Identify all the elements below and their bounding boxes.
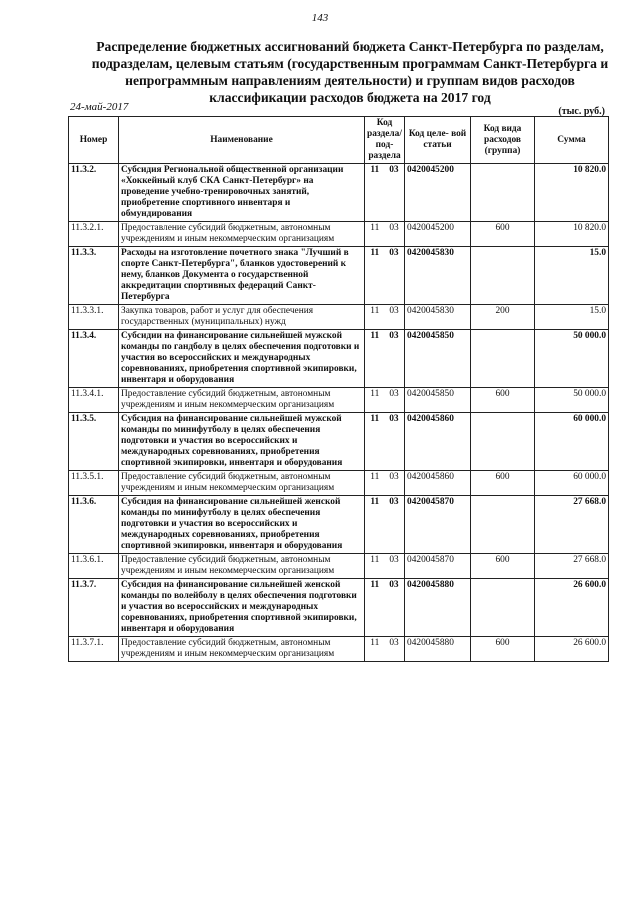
row-razdel: 11	[370, 472, 380, 482]
row-razdel: 11	[370, 306, 380, 316]
row-name: Субсидии на финансирование сильнейшей мужской команды по гандболу в целях обеспечения подготовки и участия во всероссийских и международных соревнованиях, приобретения спортивной экипировки, инвентаря и оборудования	[119, 330, 365, 388]
header-sum: Сумма	[535, 117, 609, 164]
row-razdel: 11	[370, 580, 380, 590]
row-number: 11.3.3.1.	[69, 305, 119, 330]
row-section-code	[365, 496, 405, 554]
row-target-article-code: 0420045860	[405, 471, 471, 496]
row-expense-type-code: 600	[471, 222, 535, 247]
table-row	[69, 247, 609, 305]
row-sum: 26 600.0	[535, 579, 609, 637]
row-number: 11.3.7.	[69, 579, 119, 637]
row-podrazdel: 03	[389, 414, 399, 424]
row-name: Расходы на изготовление почетного знака "Лучший в спорте Санкт-Петербурга", бланков удостоверений к нему, бланков Документа о государственной аккредитации спортивных федераций Санкт-Петербурга	[119, 247, 365, 305]
row-name: Предоставление субсидий бюджетным, автономным учреждениям и иным некоммерческим организациям	[119, 388, 365, 413]
page-number: 143	[311, 12, 329, 24]
row-number: 11.3.2.1.	[69, 222, 119, 247]
row-number: 11.3.3.	[69, 247, 119, 305]
row-sum: 10 820.0	[535, 222, 609, 247]
row-section-code	[365, 247, 405, 305]
row-target-article-code: 0420045200	[405, 222, 471, 247]
row-podrazdel: 03	[389, 248, 399, 258]
row-sum: 27 668.0	[535, 496, 609, 554]
document-date: 24-май-2017	[70, 101, 129, 113]
table-row	[69, 554, 609, 579]
row-section-code	[365, 388, 405, 413]
row-name: Субсидия Региональной общественной организации «Хоккейный клуб СКА Санкт-Петербург» на проведение учебно-тренировочных занятий, приобретение спортивного инвентаря и обмундирования	[119, 164, 365, 222]
table-header-row	[69, 117, 609, 164]
row-podrazdel: 03	[389, 580, 399, 590]
table-row	[69, 222, 609, 247]
units-label: (тыс. руб.)	[558, 106, 605, 117]
header-name: Наименование	[119, 117, 365, 164]
row-podrazdel: 03	[389, 306, 399, 316]
header-expense-type-code: Код вида расходов (группа)	[471, 117, 535, 164]
row-razdel: 11	[370, 165, 380, 175]
header-number: Номер	[69, 117, 119, 164]
row-name: Предоставление субсидий бюджетным, автономным учреждениям и иным некоммерческим организациям	[119, 637, 365, 662]
table-row	[69, 637, 609, 662]
row-expense-type-code: 200	[471, 305, 535, 330]
row-name: Предоставление субсидий бюджетным, автономным учреждениям и иным некоммерческим организациям	[119, 554, 365, 579]
row-number: 11.3.4.	[69, 330, 119, 388]
row-section-code	[365, 164, 405, 222]
row-podrazdel: 03	[389, 638, 399, 648]
row-target-article-code: 0420045200	[405, 164, 471, 222]
row-podrazdel: 03	[389, 472, 399, 482]
row-sum: 10 820.0	[535, 164, 609, 222]
row-expense-type-code: 600	[471, 637, 535, 662]
row-target-article-code: 0420045870	[405, 496, 471, 554]
row-number: 11.3.5.	[69, 413, 119, 471]
row-number: 11.3.7.1.	[69, 637, 119, 662]
row-sum: 15.0	[535, 247, 609, 305]
row-expense-type-code	[471, 496, 535, 554]
row-sum: 60 000.0	[535, 413, 609, 471]
row-section-code	[365, 222, 405, 247]
row-section-code	[365, 554, 405, 579]
row-name: Предоставление субсидий бюджетным, автономным учреждениям и иным некоммерческим организациям	[119, 471, 365, 496]
row-name: Предоставление субсидий бюджетным, автономным учреждениям и иным некоммерческим организациям	[119, 222, 365, 247]
row-number: 11.3.5.1.	[69, 471, 119, 496]
row-podrazdel: 03	[389, 555, 399, 565]
row-expense-type-code: 600	[471, 388, 535, 413]
row-razdel: 11	[370, 389, 380, 399]
table-row	[69, 579, 609, 637]
document-title: Распределение бюджетных ассигнований бюджета Санкт-Петербурга по разделам, подразделам, целевым статьям (государственным программам Санкт-Петербурга и непрограммным направлениям деятельности) и группам видов расходов классификации расходов бюджета на 2017 год	[91, 39, 609, 105]
row-podrazdel: 03	[389, 497, 399, 507]
table-row	[69, 305, 609, 330]
row-section-code	[365, 579, 405, 637]
row-expense-type-code	[471, 330, 535, 388]
row-target-article-code: 0420045850	[405, 330, 471, 388]
table-body	[69, 164, 609, 662]
row-name: Субсидия на финансирование сильнейшей женской команды по волейболу в целях обеспечения подготовки и участия во всероссийских и международных соревнованиях, приобретения спортивной экипировки, инвентаря и оборудования	[119, 579, 365, 637]
row-razdel: 11	[370, 248, 380, 258]
row-expense-type-code	[471, 247, 535, 305]
row-podrazdel: 03	[389, 389, 399, 399]
table-row	[69, 388, 609, 413]
table-row	[69, 471, 609, 496]
row-sum: 15.0	[535, 305, 609, 330]
row-sum: 50 000.0	[535, 388, 609, 413]
row-razdel: 11	[370, 638, 380, 648]
header-target-article-code: Код целе- вой статьи	[405, 117, 471, 164]
row-expense-type-code	[471, 579, 535, 637]
row-razdel: 11	[370, 414, 380, 424]
row-podrazdel: 03	[389, 165, 399, 175]
row-razdel: 11	[370, 497, 380, 507]
row-razdel: 11	[370, 555, 380, 565]
header-section-code: Код раздела/ под- раздела	[365, 117, 405, 164]
row-target-article-code: 0420045870	[405, 554, 471, 579]
budget-table	[68, 116, 609, 662]
row-sum: 60 000.0	[535, 471, 609, 496]
row-target-article-code: 0420045830	[405, 305, 471, 330]
table-row	[69, 496, 609, 554]
row-section-code	[365, 637, 405, 662]
row-name: Субсидия на финансирование сильнейшей мужской команды по минифутболу в целях обеспечения подготовки и участия во всероссийских и международных соревнованиях, приобретения спортивной экипировки, инвентаря и оборудования	[119, 413, 365, 471]
row-section-code	[365, 471, 405, 496]
row-expense-type-code	[471, 413, 535, 471]
row-razdel: 11	[370, 223, 380, 233]
row-sum: 50 000.0	[535, 330, 609, 388]
row-number: 11.3.6.1.	[69, 554, 119, 579]
row-target-article-code: 0420045830	[405, 247, 471, 305]
row-razdel: 11	[370, 331, 380, 341]
row-expense-type-code: 600	[471, 554, 535, 579]
row-section-code	[365, 305, 405, 330]
row-number: 11.3.4.1.	[69, 388, 119, 413]
row-podrazdel: 03	[389, 223, 399, 233]
row-number: 11.3.6.	[69, 496, 119, 554]
row-name: Субсидия на финансирование сильнейшей женской команды по минифутболу в целях обеспечения подготовки и участия во всероссийских и международных соревнованиях, приобретения спортивной экипировки, инвентаря и оборудования	[119, 496, 365, 554]
row-name: Закупка товаров, работ и услуг для обеспечения государственных (муниципальных) нужд	[119, 305, 365, 330]
table-row	[69, 330, 609, 388]
row-target-article-code: 0420045860	[405, 413, 471, 471]
row-number: 11.3.2.	[69, 164, 119, 222]
row-expense-type-code	[471, 164, 535, 222]
row-target-article-code: 0420045880	[405, 579, 471, 637]
row-section-code	[365, 330, 405, 388]
row-target-article-code: 0420045880	[405, 637, 471, 662]
row-sum: 27 668.0	[535, 554, 609, 579]
row-sum: 26 600.0	[535, 637, 609, 662]
row-section-code	[365, 413, 405, 471]
table-row	[69, 413, 609, 471]
table-row	[69, 164, 609, 222]
row-podrazdel: 03	[389, 331, 399, 341]
row-target-article-code: 0420045850	[405, 388, 471, 413]
row-expense-type-code: 600	[471, 471, 535, 496]
